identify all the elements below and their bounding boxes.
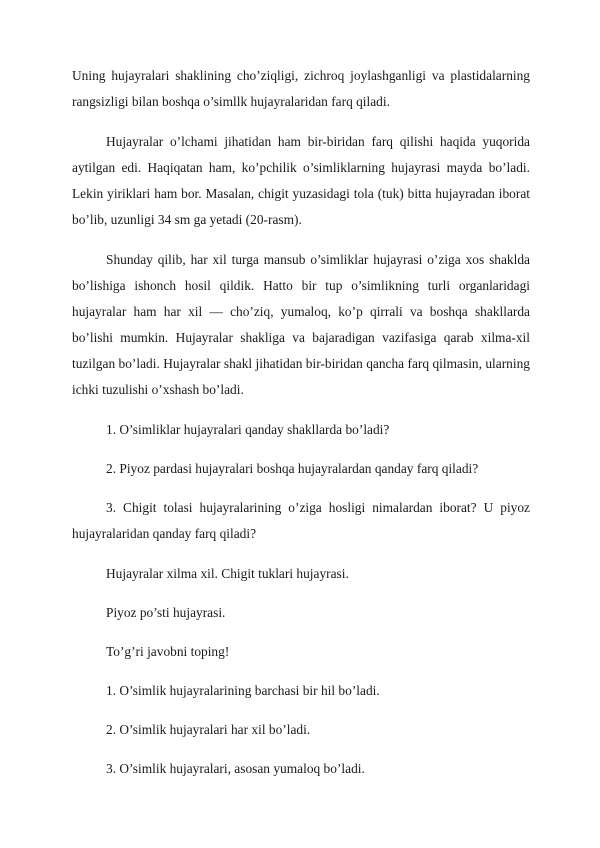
caption-2: Piyoz po’sti hujayrasi.: [106, 605, 226, 620]
caption-1: Hujayralar xilma xil. Chigit tuklari hujayrasi.: [106, 566, 349, 581]
question-3: 3. Chigit tolasi hujayralarining o’ziga hosligi nimalardan iborat? U piyoz hujayralaridan qanday farq qiladi?: [72, 500, 530, 541]
paragraph-3: Shunday qilib, har xil turga mansub o’simliklar hujayrasi o’ziga xos shaklda bo’lishiga ishonch hosil qildik. Hatto bir tup o’simlikning turli organlaridagi hujayralar ham har xil — cho’ziq, yumaloq, ko’p qirrali va boshqa shakllarda bo’lishi mumkin. Hujayralar shakliga va bajaradigan vazifasiga qarab xilma-xil tuzilgan bo’ladi. Hujayralar shakl jihatidan bir-biridan qancha farq qilmasin, ularning ichki tuzulishi o’xshash bo’ladi.: [72, 252, 530, 397]
paragraph-1: Uning hujayralari shaklining cho’ziqligi, zichroq joylashganligi va plastidalarning rangsizligi bilan boshqa o’simllk hujayralaridan farq qiladi.: [72, 68, 530, 109]
question-1: 1. O’simliklar hujayralari qanday shakllarda bo’ladi?: [106, 422, 390, 437]
paragraph-2: Hujayralar o’lchami jihatidan ham bir-biridan farq qilishi haqida yuqorida aytilgan edi. Haqiqatan ham, ko’pchilik o’simliklarning hujayrasi mayda bo’ladi. Lekin yiriklari ham bor. Masalan, chigit yuzasidagi tola (tuk) bitta hujayradan iborat bo’lib, uzunligi 34 sm ga yetadi (20-rasm).: [72, 134, 530, 227]
answer-1: 1. O’simlik hujayralarining barchasi bir hil bo’ladi.: [106, 683, 380, 698]
task-title: To’g’ri javobni toping!: [106, 644, 230, 659]
document-page: [72, 63, 530, 795]
question-2: 2. Piyoz pardasi hujayralari boshqa hujayralardan qanday farq qiladi?: [106, 461, 479, 476]
answer-3: 3. O’simlik hujayralari, asosan yumaloq bo’ladi.: [106, 761, 365, 776]
answer-2: 2. O’simlik hujayralari har xil bo’ladi.: [106, 722, 311, 737]
